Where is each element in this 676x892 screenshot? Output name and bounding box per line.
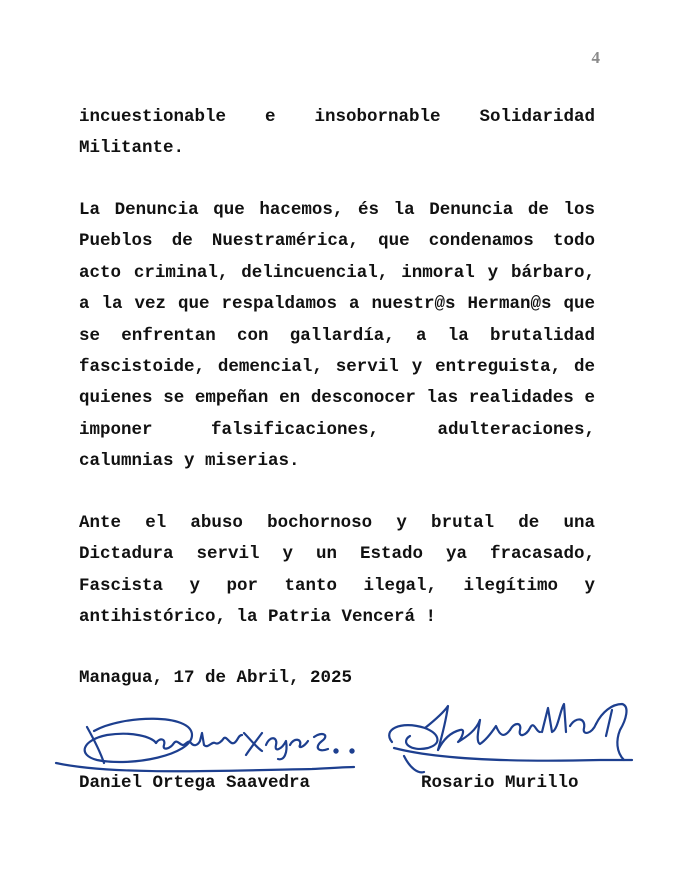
signatory-name-daniel-ortega: Daniel Ortega Saavedra bbox=[79, 773, 311, 793]
paragraph-solidarity: incuestionable e insobornable Solidaridad Militante. bbox=[79, 107, 595, 159]
paragraph-denuncia: La Denuncia que hacemos, és la Denuncia de los Pueblos de Nuestramérica, que condenamos todo acto criminal, delincuencial, inmoral y bárbaro, a la vez que respaldamos a nuestr@s Herman@s que se enfrentan con gallardía, a la brutalidad fascistoide, demencial, servil y entreguista, de quienes se empeñan en desconocer las realidades e imponer falsificaciones, adulteraciones, calumnias y miserias. bbox=[79, 200, 595, 472]
signatory-name-rosario-murillo: Rosario Murillo bbox=[421, 773, 579, 793]
place-date-line: Managua, 17 de Abril, 2025 bbox=[79, 668, 353, 688]
page-number: 4 bbox=[591, 48, 600, 67]
paragraph-patria-vencera: Ante el abuso bochornoso y brutal de una Dictadura servil y un Estado ya fracasado, Fascista y por tanto ilegal, ilegítimo y antihistórico, la Patria Vencerá ! bbox=[79, 513, 595, 628]
